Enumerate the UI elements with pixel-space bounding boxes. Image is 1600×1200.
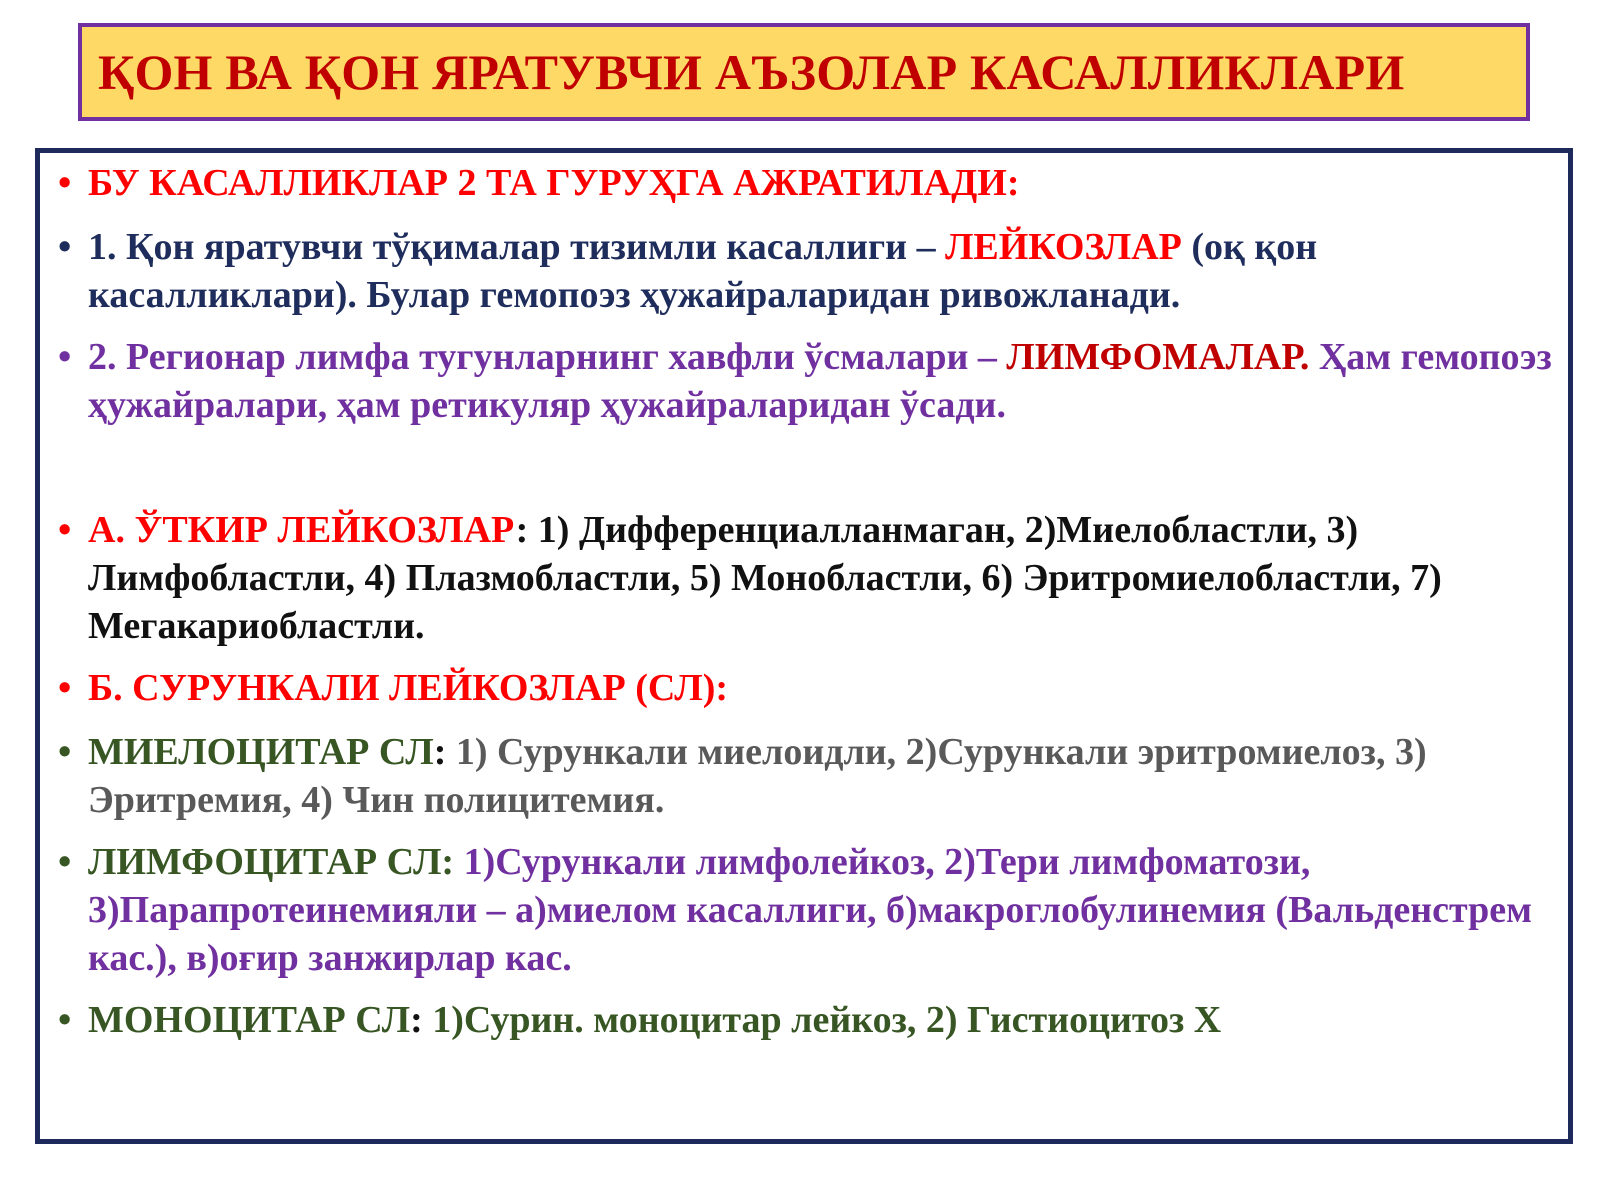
- lymphomas-group-description: Ҳам гемопоэз ҳужайралари, ҳам ретикуляр ҳужайраларидан ўсади.: [88, 336, 1552, 426]
- acute-leukoses-list: : 1) Дифференциалланмаган, 2)Миелобластли, 3) Лимфобластли, 4) Плазмобластли, 5) Монобластли, 6) Эритромиелобластли, 7) Мегакариобластли.: [88, 509, 1442, 647]
- list-item-acute-leukoses: [58, 506, 1558, 650]
- leukoses-group-intro: 1. Қон яратувчи тўқималар тизимли касаллиги –: [88, 226, 946, 268]
- list-item-lymphocytic: [58, 838, 1558, 982]
- groups-heading: БУ КАСАЛЛИКЛАР 2 ТА ГУРУҲГА АЖРАТИЛАДИ:: [88, 162, 1020, 204]
- list-item-monocytic: [58, 996, 1558, 1044]
- bullet-marker: •: [58, 336, 72, 378]
- acute-leukoses-heading: А. ЎТКИР ЛЕЙКОЗЛАР: [88, 509, 516, 551]
- bullet-marker: •: [58, 509, 72, 551]
- lymphomas-highlight: ЛИМФОМАЛАР.: [1006, 336, 1310, 378]
- lymphocytic-list: 1)Сурункали лимфолейкоз, 2)Тери лимфоматози, 3)Парапротеинемияли – а)миелом касаллиги, б)макроглобулинемия (Вальденстрем кас.), в)оғир занжирлар кас.: [88, 841, 1533, 979]
- lymphomas-group-intro: 2. Регионар лимфа тугунларнинг хавфли ўсмалари –: [88, 336, 1007, 378]
- myelocytic-heading: МИЕЛОЦИТАР СЛ: [88, 731, 434, 773]
- leukoses-group-description: (оқ қон касалликлари). Булар гемопоэз ҳужайраларидан ривожланади.: [88, 226, 1318, 316]
- list-item-chronic-leukoses: [58, 664, 1558, 712]
- bullet-marker: •: [58, 667, 72, 709]
- bullet-marker: •: [58, 731, 72, 773]
- monocytic-colon: :: [410, 999, 423, 1041]
- list-item-groups: [58, 159, 1558, 207]
- bullet-marker: •: [58, 841, 72, 883]
- list-item-leukoses-group: [58, 223, 1558, 319]
- lymphocytic-heading: ЛИМФОЦИТАР СЛ:: [88, 841, 455, 883]
- monocytic-heading: МОНОЦИТАР СЛ: [88, 999, 411, 1041]
- myelocytic-list: 1) Сурункали миелоидли, 2)Сурункали эритромиелоз, 3) Эритремия, 4) Чин полицитемия.: [88, 731, 1427, 821]
- content-panel: [35, 148, 1573, 1144]
- page-title: ҚОН ВА ҚОН ЯРАТУВЧИ АЪЗОЛАР КАСАЛЛИКЛАРИ: [98, 44, 1405, 100]
- title-banner: [78, 23, 1530, 121]
- monocytic-list: 1)Сурин. моноцитар лейкоз, 2) Гистиоцитоз Х: [422, 999, 1222, 1041]
- leukoses-highlight: ЛЕЙКОЗЛАР: [945, 226, 1182, 268]
- bullet-marker: •: [58, 999, 72, 1041]
- list-item-myelocytic: [58, 728, 1558, 824]
- bullet-marker: •: [58, 162, 72, 204]
- chronic-leukoses-heading: Б. СУРУНКАЛИ ЛЕЙКОЗЛАР (СЛ):: [88, 667, 729, 709]
- myelocytic-colon: :: [433, 731, 447, 773]
- bullet-marker: •: [58, 226, 72, 268]
- list-item-lymphomas-group: [58, 333, 1558, 429]
